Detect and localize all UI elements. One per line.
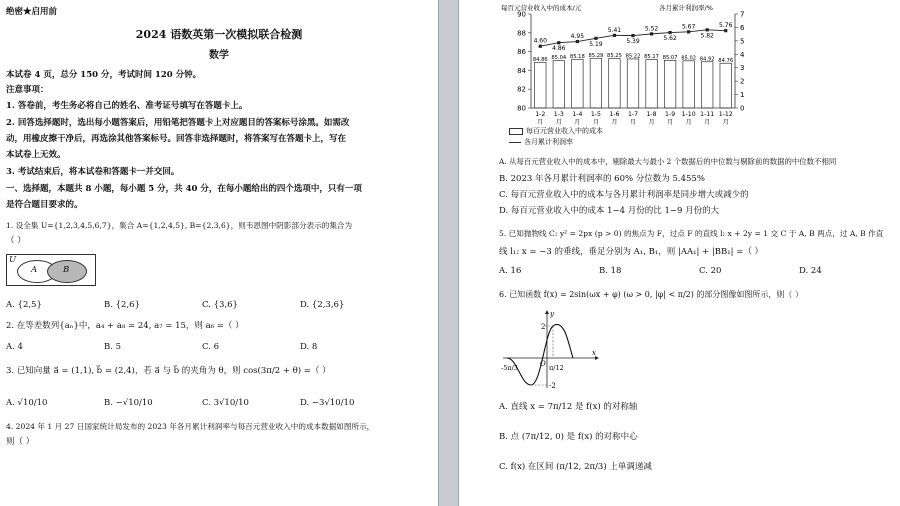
chart-profit-label: 5.76 [719, 22, 733, 30]
graph-origin-label: O [540, 360, 546, 368]
chart-category-unit: 月 [611, 119, 618, 126]
chart-category-unit: 月 [666, 119, 674, 126]
chart-category-label: 1-2 [535, 111, 546, 118]
note-line: 2. 回答选择题时，选出每小题答案后，用铅笔把答题卡上对应题目的答案标号涂黑。如需改 [6, 118, 350, 128]
chart-category-unit: 月 [537, 119, 544, 126]
chart-bar-label: 85.07 [662, 54, 678, 61]
graph-y-arrow [545, 310, 549, 314]
q3-option-b: B. −√10/10 [104, 398, 153, 408]
q3-option-a: A. √10/10 [6, 398, 48, 408]
chart-category-label: 1-9 [665, 111, 676, 118]
chart-right-tick-label: 5 [740, 37, 745, 46]
q5-stem-cont: 线 l₁: x = −3 的垂线，垂足分别为 A₁, B₁，则 |AA₁| + |BB₁| =（ ） [499, 247, 764, 257]
section-title: 一、选择题，本题共 8 小题，每小题 5 分，共 40 分，在每小题给出的四个选项中，只有一项 [6, 184, 362, 194]
confidential-header: 绝密★启用前 [6, 7, 58, 17]
chart-bar [720, 63, 731, 108]
q1-stem-cont: （ ） [6, 236, 26, 246]
chart-bar-label: 85.17 [644, 53, 659, 60]
venn-set-b-shaded [47, 260, 87, 283]
chart-profit-label: 5.82 [700, 32, 714, 40]
q5-option-b: B. 18 [599, 266, 622, 276]
chart-profit-label: 5.39 [626, 38, 640, 46]
chart-profit-point [706, 28, 709, 31]
chart-category-unit: 月 [629, 119, 637, 126]
chart-category-unit: 月 [592, 119, 600, 126]
chart-bar [646, 59, 657, 108]
chart-profit-point [613, 34, 616, 37]
chart-bar-label: 84.92 [699, 56, 715, 63]
note-line: 3. 考试结束后，将本试卷和答题卡一并交回。 [6, 167, 180, 177]
chart-right-tick-label: 2 [740, 77, 745, 86]
right-page [458, 0, 900, 506]
graph-min-label: -2 [549, 382, 556, 390]
chart-category-label: 1-12 [718, 111, 733, 118]
venn-diagram [6, 254, 96, 286]
q1-stem: 1. 设全集 U={1,2,3,4,5,6,7}，集合 A={1,2,4,5}, B={2,3,6}，则韦恩图中阴影部分表示的集合为 [6, 221, 353, 230]
chart-bar [553, 61, 564, 108]
chart-category-label: 1-3 [553, 111, 564, 118]
chart-bar [627, 59, 638, 108]
chart-category-unit: 月 [722, 119, 729, 126]
chart-bar-label: 85.29 [588, 52, 604, 59]
chart-category-label: 1-4 [572, 111, 583, 118]
q1-option-d: D. {2,3,6} [300, 300, 345, 310]
chart-bar-label: 85.25 [607, 53, 622, 60]
notes-title: 注意事项： [6, 85, 49, 95]
chart-profit-label: 5.62 [663, 35, 677, 43]
chart-bar [683, 61, 694, 108]
chart-profit-point [724, 29, 727, 32]
q5-stem: 5. 已知抛物线 C: y² = 2px (p > 0) 的焦点为 F，过点 F 的直线 l: x + 2y = 1 交 C 于 A, B 两点，过 A, B 作直 [499, 229, 884, 238]
venn-a-label: A [31, 265, 38, 275]
chart-profit-point [650, 32, 653, 35]
q2-stem: 2. 在等差数列{aₙ}中，a₄ + a₈ = 24, a₇ = 15，则 a₆ =（ ） [6, 321, 244, 331]
q2-option-c: C. 6 [202, 342, 220, 352]
note-line: 动，用橡皮擦干净后，再选涂其他答案标号。回答非选择题时，将答案写在答题卡上，写在 [6, 134, 347, 144]
graph-x-right-label: π/12 [549, 364, 564, 372]
chart-profit-label: 5.67 [681, 23, 696, 31]
chart-profit-label: 4.60 [533, 37, 547, 45]
q4-option-c: C. 每百元营业收入中的成本与各月累计利润率是同步增大或减少的 [499, 190, 749, 200]
chart-bar-label: 85.04 [551, 55, 567, 62]
note-line: 1. 答卷前，考生务必将自己的姓名、准考证号填写在答题卡上。 [6, 101, 248, 111]
chart-bar [664, 60, 675, 108]
graph-y-label: y [550, 310, 554, 318]
q6-option-b: B. 点 (7π/12, 0) 是 f(x) 的对称中心 [499, 432, 638, 442]
exam-intro: 本试卷 4 页，总分 150 分，考试时间 120 分钟。 [6, 70, 202, 80]
chart-bar [535, 62, 546, 108]
q4-option-a: A. 从每百元营业收入中的成本中，剔除最大与最小 2 个数据后的中位数与剔除前的数据的中位数不相同 [499, 157, 837, 166]
chart-legend-line [509, 138, 573, 147]
chart-profit-label: 4.86 [552, 45, 566, 53]
chart-profit-point [631, 34, 634, 37]
chart-profit-label: 5.19 [589, 40, 603, 48]
q2-option-b: B. 5 [104, 342, 122, 352]
chart-left-tick-label: 82 [517, 85, 526, 94]
q3-stem: 3. 已知向量 a⃗ = (1,1), b⃗ = (2,4)，若 a⃗ 与 b⃗ 的夹角为 θ，则 cos(3π/2 + θ) =（ ） [6, 366, 331, 376]
q4-option-d: D. 每百元营业收入中的成本 1−4 月份的比 1−9 月份的大 [499, 206, 720, 216]
legend-bar-label: 每百元营业收入中的成本 [526, 127, 603, 135]
chart-profit-label: 5.52 [644, 25, 659, 33]
q1-option-a: A. {2,5} [6, 300, 42, 310]
chart-category-label: 1-11 [700, 111, 715, 118]
chart-left-tick-label: 86 [517, 48, 526, 57]
q6-option-a: A. 直线 x = 7π/12 是 f(x) 的对称轴 [499, 402, 638, 412]
graph-x-left-label: -5π/3 [501, 364, 518, 372]
q2-option-a: A. 4 [6, 342, 23, 352]
chart-profit-label: 4.95 [570, 33, 585, 41]
chart-left-tick-label: 88 [517, 29, 526, 38]
chart-left-tick-label: 80 [517, 104, 526, 113]
q2-option-d: D. 8 [300, 342, 318, 352]
left-page [0, 0, 439, 506]
chart-bar [701, 62, 712, 108]
chart-profit-label: 5.41 [607, 26, 622, 34]
graph-max-label: 2 [541, 323, 546, 331]
chart-profit-point [576, 40, 579, 43]
chart-bar-label: 85.22 [625, 53, 641, 60]
q5-option-c: C. 20 [699, 266, 722, 276]
q1-option-b: B. {2,6} [104, 300, 140, 310]
q6-sine-graph [499, 308, 599, 390]
q4-stem: 4. 2024 年 1 月 27 日国家统计局发布的 2023 年各月累计利润率与每百元营业收入中的成本数据如图所示， [6, 422, 375, 431]
venn-universe-label: U [9, 255, 17, 265]
chart-category-label: 1-5 [590, 111, 601, 118]
q5-option-a: A. 16 [499, 266, 522, 276]
note-line: 本试卷上无效。 [6, 150, 66, 160]
venn-b-label: B [63, 265, 70, 275]
chart-right-tick-label: 0 [740, 104, 745, 113]
chart-bar-label: 84.76 [718, 57, 734, 64]
legend-line-label: 各月累计利润率 [524, 138, 573, 146]
chart-bar [590, 58, 601, 108]
chart-left-tick-label: 84 [517, 66, 526, 75]
chart-profit-point [557, 41, 560, 44]
q6-stem: 6. 已知函数 f(x) = 2sin(ωx + φ) (ω > 0, |φ| < π/2) 的部分图像如图所示，则（ ） [499, 290, 803, 299]
chart-legend-bar [509, 127, 603, 136]
chart-category-label: 1-7 [627, 111, 639, 118]
q5-option-d: D. 24 [799, 266, 822, 276]
chart-category-label: 1-6 [609, 111, 620, 118]
chart-bar [572, 59, 583, 108]
chart-category-unit: 月 [648, 119, 655, 126]
chart-category-unit: 月 [704, 119, 711, 126]
chart-left-axis-title: 每百元营业收入中的成本/元 [501, 4, 582, 12]
chart-right-tick-label: 4 [740, 50, 745, 59]
q4-combo-chart [499, 2, 759, 126]
chart-bar-label: 85.18 [569, 53, 585, 60]
chart-right-tick-label: 1 [740, 91, 745, 100]
q1-option-c: C. {3,6} [202, 300, 238, 310]
chart-category-unit: 月 [555, 119, 562, 126]
chart-bar-label: 84.86 [532, 56, 548, 63]
exam-title: 2024 语数英第一次模拟联合检测 [135, 28, 303, 41]
chart-category-label: 1-8 [646, 111, 657, 118]
chart-right-tick-label: 7 [740, 10, 745, 19]
q3-option-c: C. 3√10/10 [202, 398, 249, 408]
graph-sine-curve [507, 324, 573, 385]
chart-right-tick-label: 3 [740, 64, 745, 73]
q3-option-d: D. −3√10/10 [300, 398, 355, 408]
chart-left-tick-label: 90 [517, 10, 526, 19]
chart-profit-point [539, 45, 542, 48]
q4-option-b: B. 2023 年各月累计利润率的 60% 分位数为 5.455% [499, 174, 705, 184]
chart-bar [609, 59, 620, 108]
chart-bar-label: 85.02 [681, 55, 697, 62]
section-title-cont: 是符合题目要求的。 [6, 200, 83, 210]
chart-right-axis-title: 各月累计利润率/% [659, 4, 713, 12]
chart-category-unit: 月 [574, 119, 581, 126]
legend-bar-swatch [509, 128, 523, 135]
chart-profit-point [594, 37, 597, 40]
chart-right-tick-label: 6 [740, 23, 745, 32]
q4-stem-cont: 则（ ） [6, 437, 35, 447]
chart-profit-point [687, 30, 690, 33]
chart-category-unit: 月 [685, 119, 692, 126]
chart-profit-point [668, 31, 671, 34]
chart-category-label: 1-10 [681, 111, 696, 118]
graph-x-label: x [592, 349, 596, 357]
subject-title: 数学 [209, 50, 229, 61]
legend-line-swatch [509, 142, 521, 143]
q6-option-c: C. f(x) 在区间 (π/12, 2π/3) 上单调递减 [499, 462, 652, 472]
